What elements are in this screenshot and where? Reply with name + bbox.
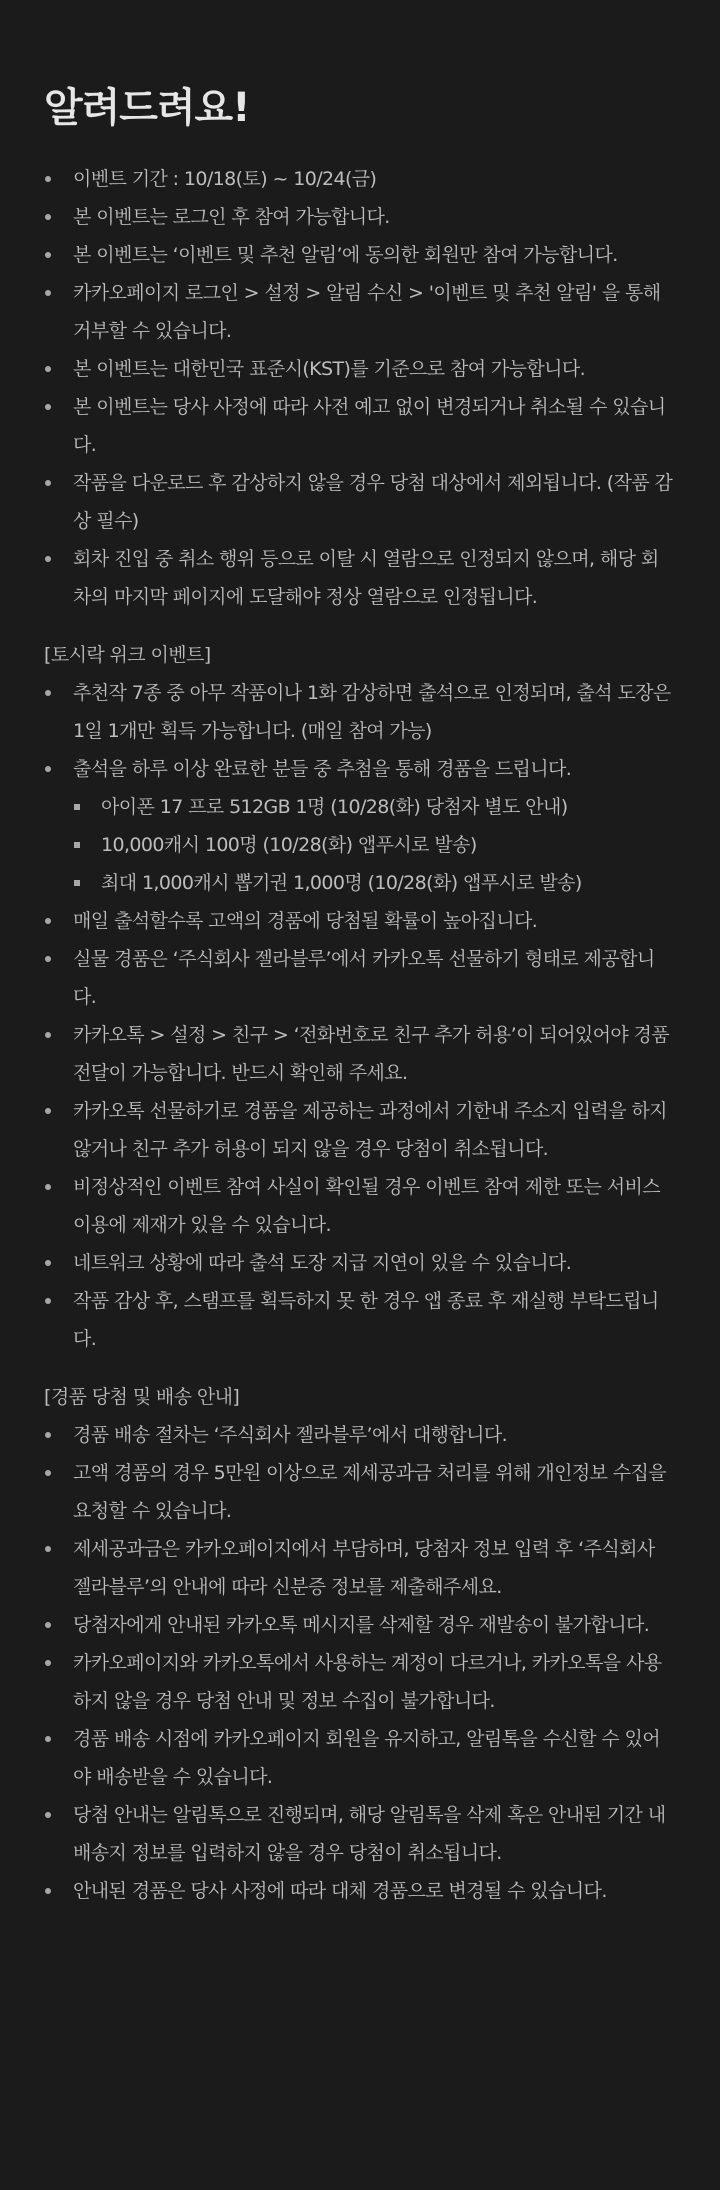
delivery-item: 제세공과금은 카카오페이지에서 부담하며, 당첨자 정보 입력 후 ‘주식회사 젤라블루’의 안내에 따라 신분증 정보를 제출해주세요. — [44, 1530, 676, 1606]
weekly-event-item: 비정상적인 이벤트 참여 사실이 확인될 경우 이벤트 참여 제한 또는 서비스 이용에 제재가 있을 수 있습니다. — [44, 1168, 676, 1244]
weekly-event-item: 작품 감상 후, 스탬프를 획득하지 못 한 경우 앱 종료 후 재실행 부탁드립니다. — [44, 1282, 676, 1358]
notice-item: 이벤트 기간 : 10/18(토) ~ 10/24(금) — [44, 160, 676, 198]
weekly-event-item-text: 출석을 하루 이상 완료한 분들 중 추첨을 통해 경품을 드립니다. — [73, 758, 572, 780]
weekly-event-item: 추천작 7종 중 아무 작품이나 1화 감상하면 출석으로 인정되며, 출석 도장은 1일 1개만 획득 가능합니다. (매일 참여 가능) — [44, 674, 676, 750]
delivery-list — [44, 1416, 676, 1910]
delivery-item: 경품 배송 시점에 카카오페이지 회원을 유지하고, 알림톡을 수신할 수 있어야 배송받을 수 있습니다. — [44, 1720, 676, 1796]
weekly-event-item: 매일 출석할수록 고액의 경품에 당첨될 확률이 높아집니다. — [44, 902, 676, 940]
notice-item: 본 이벤트는 대한민국 표준시(KST)를 기준으로 참여 가능합니다. — [44, 350, 676, 388]
delivery-item: 안내된 경품은 당사 사정에 따라 대체 경품으로 변경될 수 있습니다. — [44, 1872, 676, 1910]
notice-item: 작품을 다운로드 후 감상하지 않을 경우 당첨 대상에서 제외됩니다. (작품 감상 필수) — [44, 464, 676, 540]
weekly-event-list-continued — [44, 902, 676, 1358]
prize-item: 10,000캐시 100명 (10/28(화) 앱푸시로 발송) — [44, 826, 676, 864]
notice-item: 본 이벤트는 로그인 후 참여 가능합니다. — [44, 198, 676, 236]
weekly-event-item: 카카오톡 선물하기로 경품을 제공하는 과정에서 기한내 주소지 입력을 하지 않거나 친구 추가 허용이 되지 않을 경우 당첨이 취소됩니다. — [44, 1092, 676, 1168]
weekly-event-item: 카카오톡 > 설정 > 친구 > ‘전화번호로 친구 추가 허용’이 되어있어야 경품 전달이 가능합니다. 반드시 확인해 주세요. — [44, 1016, 676, 1092]
delivery-item: 고액 경품의 경우 5만원 이상으로 제세공과금 처리를 위해 개인정보 수집을 요청할 수 있습니다. — [44, 1454, 676, 1530]
delivery-item: 경품 배송 절차는 ‘주식회사 젤라블루’에서 대행합니다. — [44, 1416, 676, 1454]
notice-item: 본 이벤트는 ‘이벤트 및 추천 알림’에 동의한 회원만 참여 가능합니다. — [44, 236, 676, 274]
delivery-item: 카카오페이지와 카카오톡에서 사용하는 계정이 다르거나, 카카오톡을 사용하지 않을 경우 당첨 안내 및 정보 수집이 불가합니다. — [44, 1644, 676, 1720]
notice-item: 카카오페이지 로그인 > 설정 > 알림 수신 > '이벤트 및 추천 알림' 을 통해 거부할 수 있습니다. — [44, 274, 676, 350]
weekly-event-item: 네트워크 상황에 따라 출석 도장 지급 지연이 있을 수 있습니다. — [44, 1244, 676, 1282]
weekly-event-list — [44, 674, 676, 788]
weekly-event-item — [44, 750, 676, 788]
weekly-event-heading: [토시락 위크 이벤트] — [44, 644, 211, 666]
delivery-item: 당첨 안내는 알림톡으로 진행되며, 해당 알림톡을 삭제 혹은 안내된 기간 내 배송지 정보를 입력하지 않을 경우 당첨이 취소됩니다. — [44, 1796, 676, 1872]
notice-item: 회차 진입 중 취소 행위 등으로 이탈 시 열람으로 인정되지 않으며, 해당 회차의 마지막 페이지에 도달해야 정상 열람으로 인정됩니다. — [44, 540, 676, 616]
weekly-event-item: 실물 경품은 ‘주식회사 젤라블루’에서 카카오톡 선물하기 형태로 제공합니다. — [44, 940, 676, 1016]
notice-list — [44, 160, 676, 616]
delivery-item: 당첨자에게 안내된 카카오톡 메시지를 삭제할 경우 재발송이 불가합니다. — [44, 1606, 676, 1644]
prize-item: 아이폰 17 프로 512GB 1명 (10/28(화) 당첨자 별도 안내) — [44, 788, 676, 826]
notice-item: 본 이벤트는 당사 사정에 따라 사전 예고 없이 변경되거나 취소될 수 있습니다. — [44, 388, 676, 464]
prize-item: 최대 1,000캐시 뽑기권 1,000명 (10/28(화) 앱푸시로 발송) — [44, 864, 676, 902]
prize-list — [44, 788, 676, 902]
page-title: 알려드려요! — [44, 85, 250, 131]
delivery-heading: [경품 당첨 및 배송 안내] — [44, 1386, 240, 1408]
